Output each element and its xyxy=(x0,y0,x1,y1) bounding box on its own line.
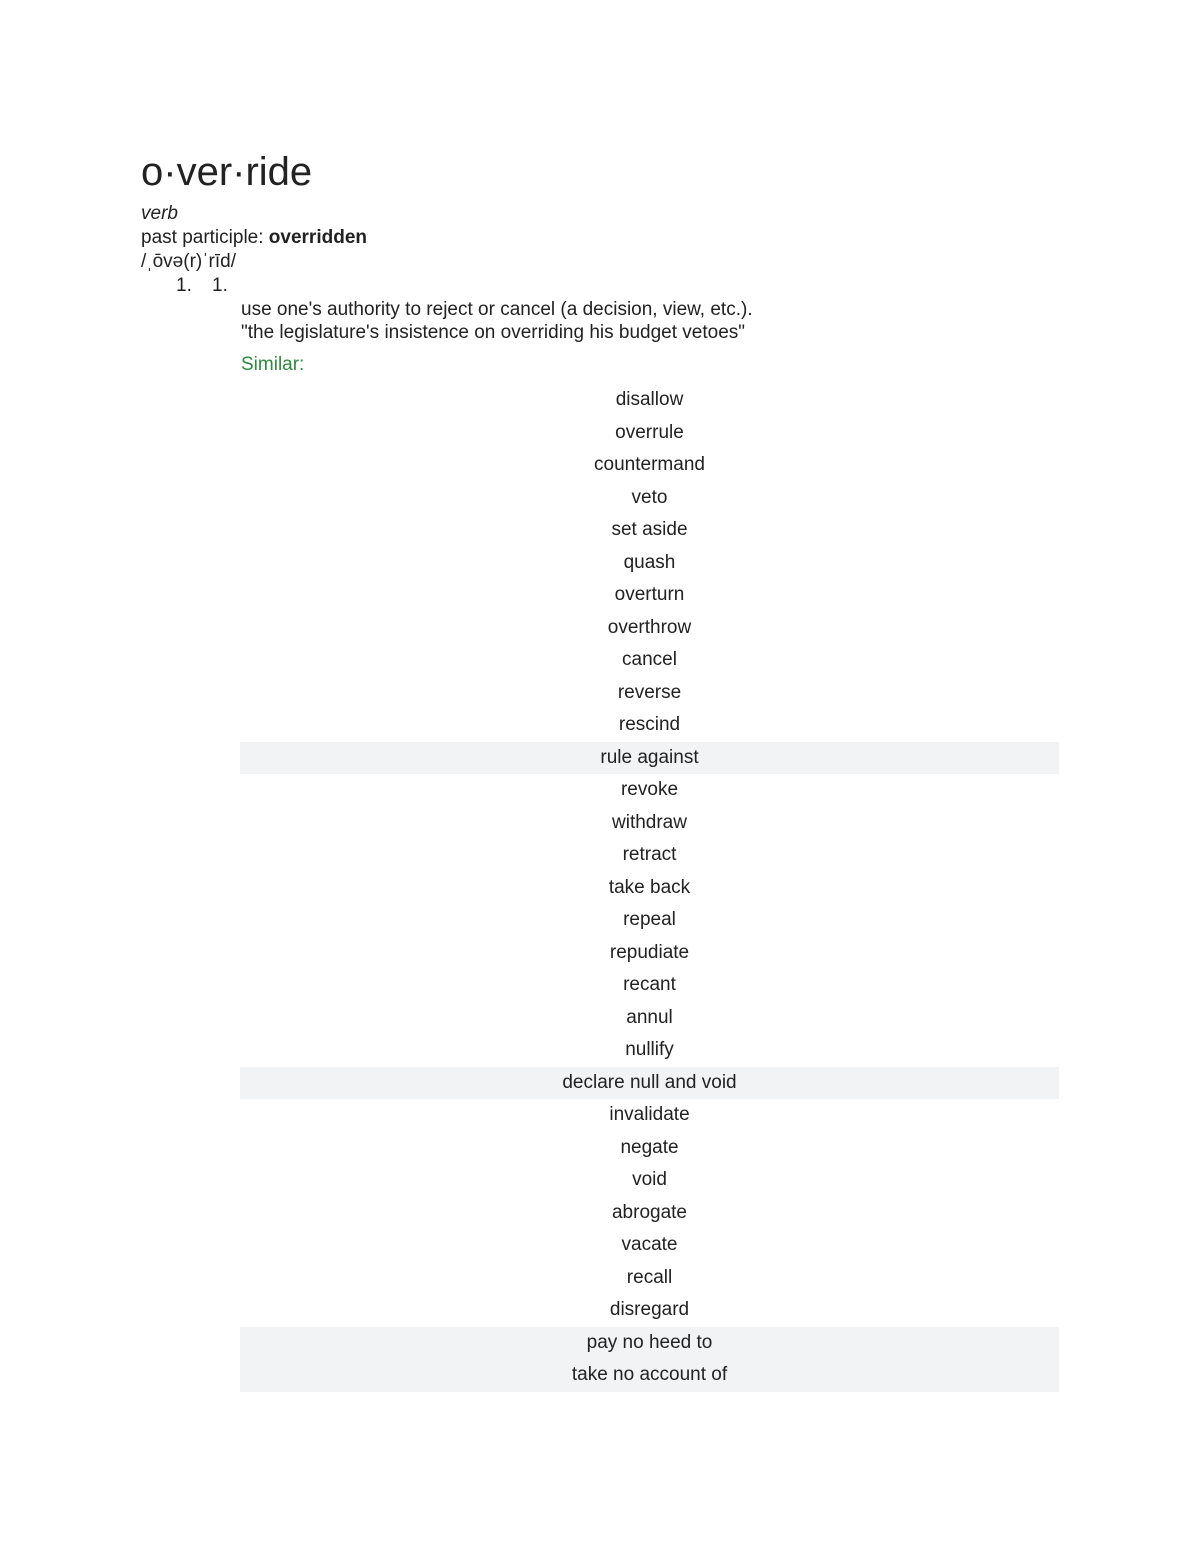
synonym-item[interactable]: reverse xyxy=(617,681,682,703)
synonym-item[interactable]: take no account of xyxy=(240,1359,1059,1392)
synonym-item[interactable]: rescind xyxy=(618,714,681,735)
synonym-item[interactable]: revoke xyxy=(620,779,679,800)
synonym-item[interactable]: cancel xyxy=(622,649,677,670)
past-participle-line xyxy=(141,226,367,250)
synonym-item[interactable]: vacate xyxy=(621,1234,678,1255)
synonym-list xyxy=(240,384,1059,1392)
synonym-item[interactable]: overturn xyxy=(614,584,685,605)
synonym-item[interactable]: negate xyxy=(620,1136,679,1158)
synonym-item[interactable]: withdraw xyxy=(612,811,687,833)
synonym-item[interactable]: veto xyxy=(631,486,668,508)
synonym-item[interactable]: void xyxy=(632,1169,667,1190)
sense-number-outer: 1. xyxy=(176,275,192,296)
synonym-item[interactable]: quash xyxy=(623,551,676,573)
synonym-item[interactable]: invalidate xyxy=(609,1104,690,1125)
synonym-item[interactable]: repeal xyxy=(623,909,676,930)
synonym-item[interactable]: recall xyxy=(626,1266,673,1288)
synonym-item[interactable]: abrogate xyxy=(611,1201,687,1223)
synonym-item[interactable]: repudiate xyxy=(609,941,690,963)
synonym-item[interactable]: nullify xyxy=(625,1039,674,1060)
example-sentence: "the legislature's insistence on overriding his budget vetoes" xyxy=(241,322,746,343)
synonym-item[interactable]: disregard xyxy=(609,1299,690,1320)
past-participle-value: overridden xyxy=(268,227,367,248)
part-of-speech: verb xyxy=(141,203,178,224)
synonym-item[interactable]: pay no heed to xyxy=(240,1327,1059,1360)
synonym-item[interactable]: countermand xyxy=(594,454,705,475)
headword: o·ver·ride xyxy=(141,150,313,194)
synonym-item[interactable]: declare null and void xyxy=(240,1067,1059,1100)
synonym-item[interactable]: annul xyxy=(626,1006,673,1028)
definition-text: use one's authority to reject or cancel (a decision, view, etc.). xyxy=(241,299,753,320)
synonym-item[interactable]: overthrow xyxy=(607,616,692,638)
sense-number-inner: 1. xyxy=(212,275,228,296)
synonym-item[interactable]: take back xyxy=(608,876,691,898)
synonym-item[interactable]: recant xyxy=(623,974,676,995)
synonym-item[interactable]: rule against xyxy=(240,742,1059,775)
synonym-item[interactable]: set aside xyxy=(611,519,688,540)
pronunciation: /ˌōvə(r)ˈrīd/ xyxy=(141,251,236,272)
past-participle-label: past participle: xyxy=(141,227,269,248)
synonym-item[interactable]: overrule xyxy=(615,421,684,443)
synonym-item[interactable]: retract xyxy=(622,844,677,865)
similar-label: Similar: xyxy=(241,354,305,375)
synonym-item[interactable]: disallow xyxy=(615,389,684,410)
